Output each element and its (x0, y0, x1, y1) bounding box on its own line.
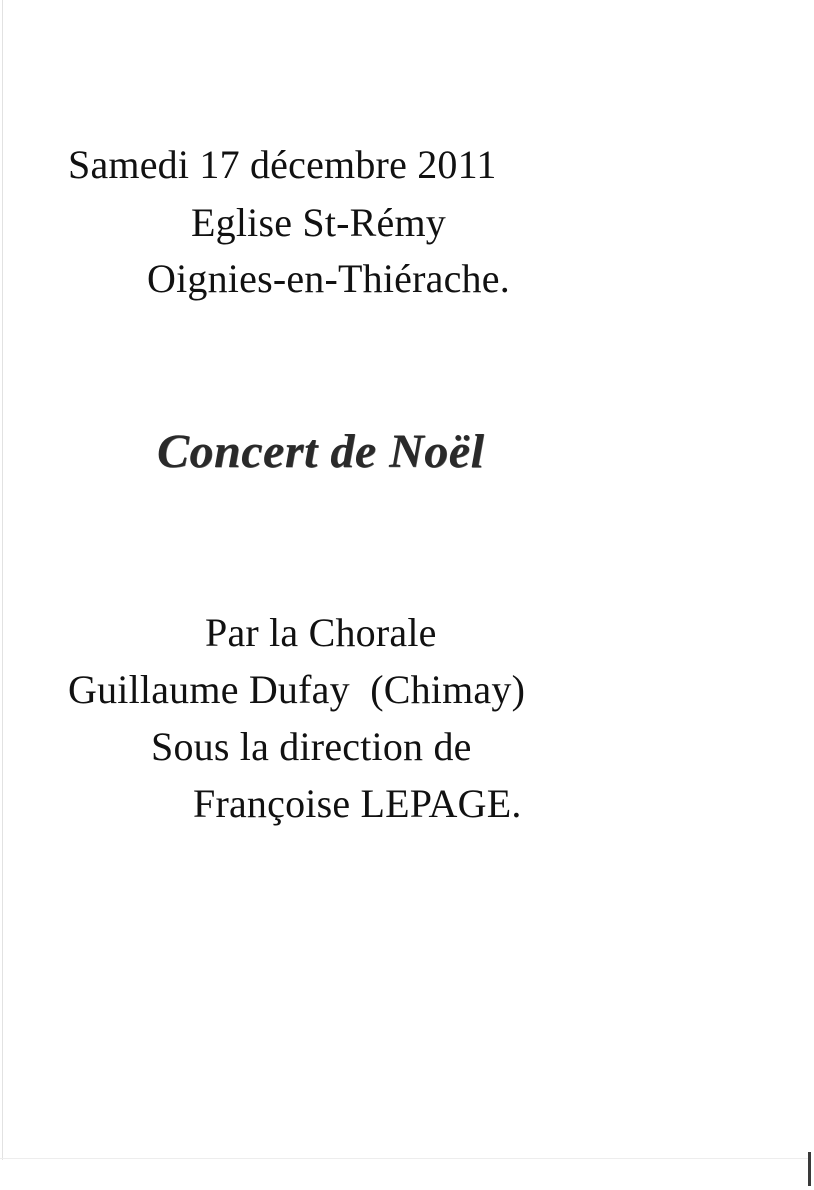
event-town: Oignies-en-Thiérache. (147, 256, 510, 301)
concert-title: Concert de Noël (157, 425, 485, 478)
page-bottom-edge (0, 1158, 808, 1159)
page-left-edge (2, 0, 3, 1160)
credit-line-choir-intro: Par la Chorale (205, 610, 437, 655)
scan-corner-mark (808, 1152, 811, 1186)
event-venue: Eglise St-Rémy (191, 200, 447, 245)
credit-line-direction: Sous la direction de (151, 724, 472, 769)
credit-line-choir-name: Guillaume Dufay (Chimay) (68, 667, 526, 712)
credit-line-conductor: Françoise LEPAGE. (193, 781, 522, 826)
event-date: Samedi 17 décembre 2011 (68, 142, 497, 187)
